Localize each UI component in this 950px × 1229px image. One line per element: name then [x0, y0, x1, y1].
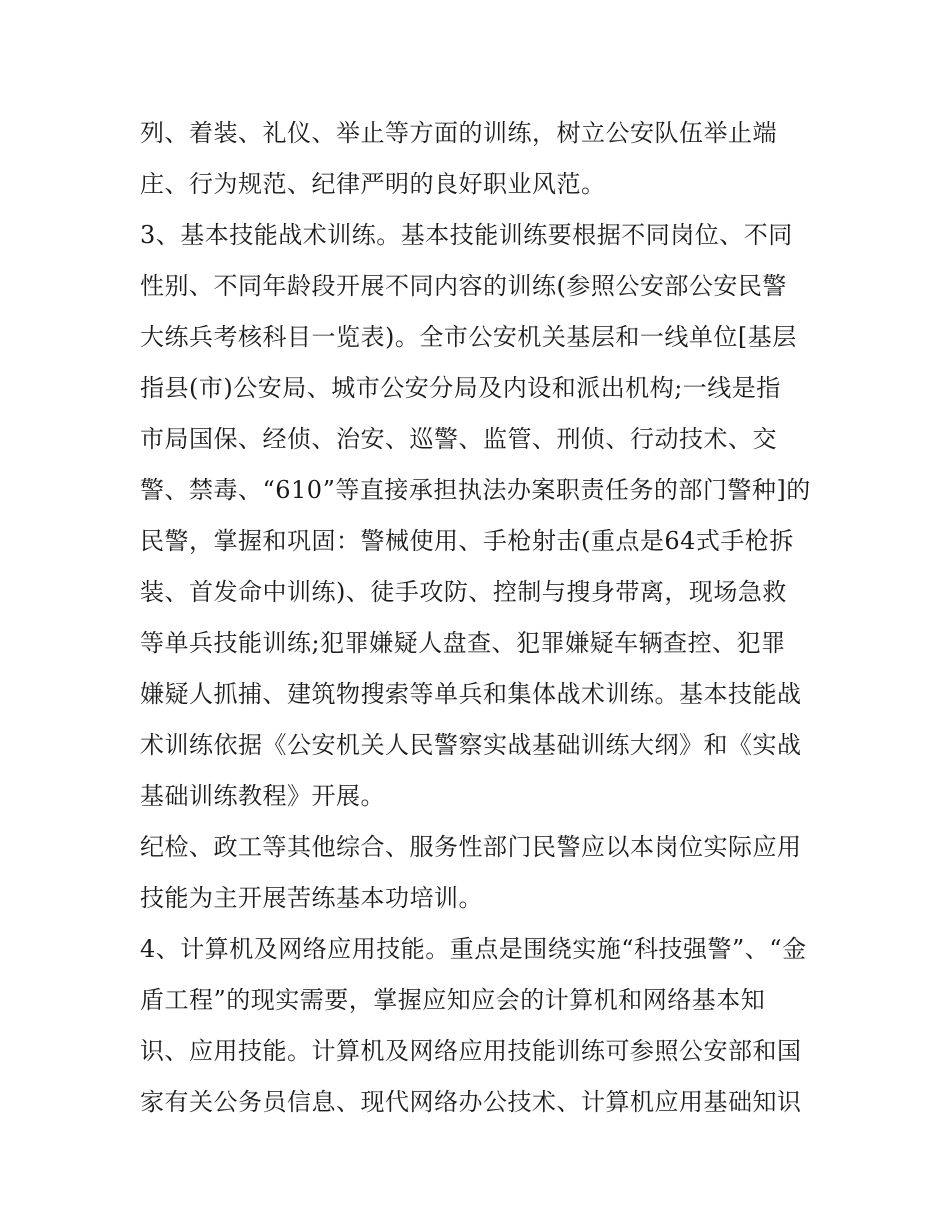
- text-line: 列、着装、礼仪、举止等方面的训练，树立公安队伍举止端: [140, 119, 777, 147]
- text-line: 市局国保、经侦、治安、巡警、监管、刑侦、行动技术、交: [140, 425, 777, 453]
- text-line: 等单兵技能训练;犯罪嫌疑人盘查、犯罪嫌疑车辆查控、犯罪: [140, 629, 786, 657]
- text-line: 指县(市)公安局、城市公安分局及内设和派出机构;一线是指: [140, 374, 781, 402]
- text-line: 民警，掌握和巩固：警械使用、手枪射击(重点是64式手枪拆: [140, 527, 794, 555]
- text-line: 基础训练教程》开展。: [140, 782, 385, 810]
- text-line: 术训练依据《公安机关人民警察实战基础训练大纲》和《实战: [140, 731, 802, 759]
- text-line: 嫌疑人抓捕、建筑物搜索等单兵和集体战术训练。基本技能战: [140, 680, 802, 708]
- text-line: 装、首发命中训练)、徒手攻防、控制与搜身带离，现场急救: [140, 578, 787, 606]
- text-line: 4、计算机及网络应用技能。重点是围绕实施“科技强警”、“金: [140, 935, 807, 963]
- text-line: 识、应用技能。计算机及网络应用技能训练可参照公安部和国: [140, 1037, 802, 1065]
- text-line: 家有关公务员信息、现代网络办公技术、计算机应用基础知识: [140, 1088, 802, 1116]
- text-line: 3、基本技能战术训练。基本技能训练要根据不同岗位、不同: [140, 221, 793, 249]
- body-text: [140, 108, 820, 1128]
- text-line: 性别、不同年龄段开展不同内容的训练(参照公安部公安民警: [140, 272, 787, 300]
- text-line: 纪检、政工等其他综合、服务性部门民警应以本岗位实际应用: [140, 833, 802, 861]
- text-line: 大练兵考核科目一览表)。全市公安机关基层和一线单位[基层: [140, 323, 797, 351]
- text-line: 庄、行为规范、纪律严明的良好职业风范。: [140, 170, 606, 198]
- text-line: 警、禁毒、“610”等直接承担执法办案职责任务的部门警种]的: [140, 476, 811, 504]
- text-line: 技能为主开展苦练基本功培训。: [140, 884, 483, 912]
- text-line: 盾工程”的现实需要，掌握应知应会的计算机和网络基本知: [140, 986, 766, 1014]
